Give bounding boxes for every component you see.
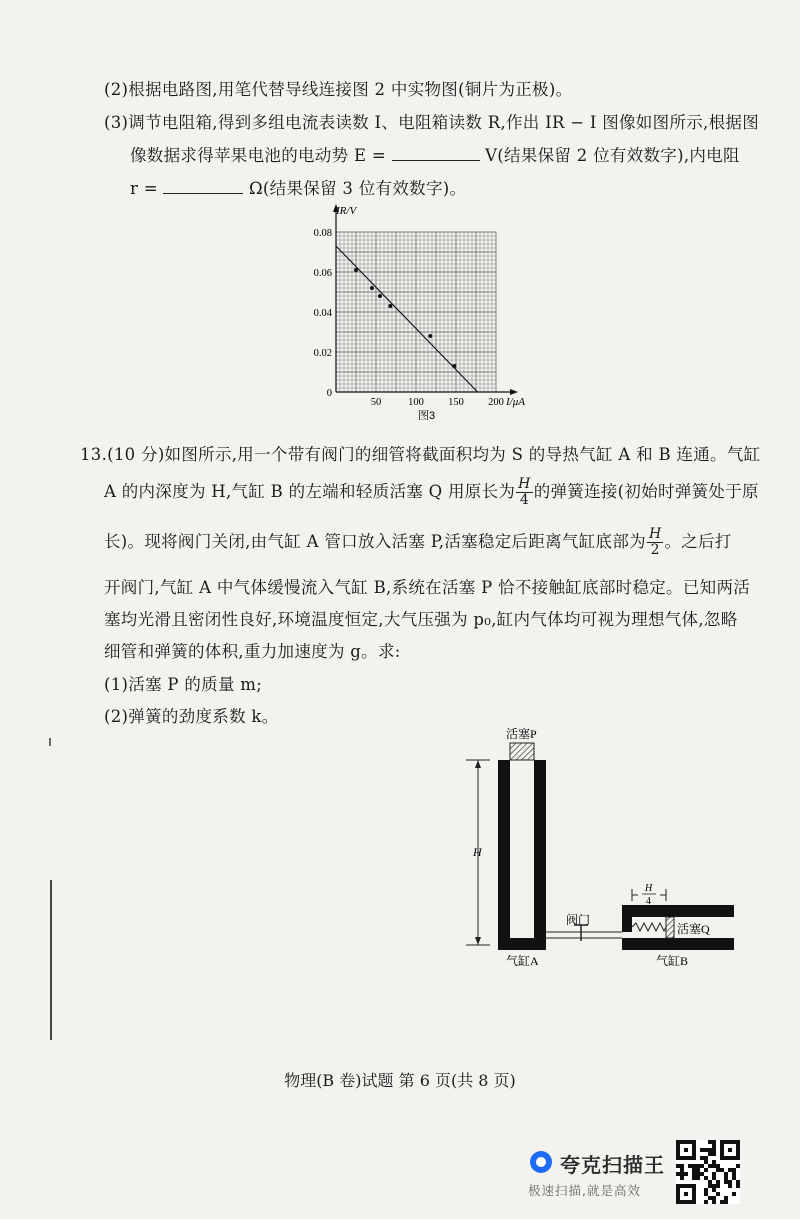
data-point: [370, 286, 374, 290]
q13-sub1: (1)活塞 P 的质量 m;: [104, 675, 263, 694]
x-tick-label: 200: [488, 397, 504, 408]
cylinder-b-left-lower: [622, 938, 632, 950]
q12-part3-line3: [130, 175, 466, 199]
q13-line3-start: 长)。现将阀门关闭,由气缸 A 管口放入活塞 P,活塞稳定后距离气缸底部为: [104, 532, 646, 551]
chart-grid: [336, 232, 496, 392]
q12-part3-line2: [130, 142, 740, 166]
x-tick-label: 150: [448, 397, 464, 408]
data-point: [428, 334, 432, 338]
x-axis-arrow-icon: [510, 389, 518, 395]
cylinder-diagram: [460, 725, 750, 975]
h-arrow-up-icon: [475, 760, 481, 768]
q13-line2: [104, 477, 759, 508]
q13-sub2: (2)弹簧的劲度系数 k。: [104, 707, 279, 726]
y-tick-label: 0.02: [313, 348, 332, 359]
data-point: [388, 304, 392, 308]
fraction-h-over-4: [516, 477, 533, 508]
margin-mark: [49, 738, 51, 746]
scanner-title: 夸克扫描王: [560, 1153, 665, 1177]
cylinder-b-bottom-wall: [622, 938, 734, 950]
margin-line: [50, 880, 52, 1040]
q12-part3-line1: (3)调节电阻箱,得到多组电流表读数 I、电阻箱读数 R,作出 IR − I 图像如图所示,根据图: [104, 113, 760, 132]
y-tick-label: 0.06: [313, 268, 332, 279]
frac-den: 4: [519, 492, 530, 508]
figure3-chart: [300, 200, 540, 420]
fraction-h-over-2: [647, 527, 664, 558]
qr-code-icon: [676, 1140, 740, 1204]
h-arrow-down-icon: [475, 937, 481, 945]
cylinder-b-top-wall: [622, 905, 734, 917]
q13-line1: 13.(10 分)如图所示,用一个带有阀门的细管将截面积均为 S 的导热气缸 A 和 B 连通。气缸: [80, 445, 761, 464]
resistance-answer-blank[interactable]: [163, 179, 243, 194]
x-tick-label: 50: [370, 397, 382, 408]
cylinder-a-left-wall: [498, 760, 510, 950]
piston-p-label: 活塞P: [506, 727, 537, 741]
q13-line4: 开阀门,气缸 A 中气体缓慢流入气缸 B,系统在活塞 P 恰不接触缸底部时稳定。已知两活: [104, 578, 751, 597]
piston-q-label: 活塞Q: [677, 922, 710, 936]
scanner-watermark: [528, 1145, 668, 1201]
q13-line2-start: A 的内深度为 H,气缸 B 的左端和轻质活塞 Q 用原长为: [104, 482, 516, 501]
q13-line2-end: 的弹簧连接(初始时弹簧处于原: [533, 482, 759, 501]
quarter-h-num: H: [645, 883, 653, 894]
frac-num: H: [518, 476, 531, 492]
quarter-h-den: 4: [646, 896, 651, 907]
chart-ticks: [314, 228, 504, 408]
frac-num: H: [648, 526, 662, 542]
x-tick-label: 100: [408, 397, 424, 408]
cylinder-b-label: 气缸B: [656, 954, 689, 968]
chart-axes: [333, 204, 518, 395]
data-point: [452, 364, 456, 368]
frac-den: 2: [650, 542, 660, 558]
data-point: [354, 268, 358, 272]
resistance-prompt: r =: [130, 179, 158, 198]
x-axis-label: I/μA: [506, 396, 525, 408]
piston-q: [666, 917, 674, 938]
cylinder-a-right-wall: [534, 760, 546, 938]
q12-part2: (2)根据电路图,用笔代替导线连接图 2 中实物图(铜片为正极)。: [104, 80, 573, 99]
piston-p: [510, 743, 534, 760]
quark-logo-icon: [530, 1151, 552, 1173]
cylinder-a-label: 气缸A: [506, 954, 539, 968]
valve-label: 阀门: [566, 913, 591, 927]
emf-answer-blank[interactable]: [392, 146, 480, 161]
q13-line3-end: 。之后打: [664, 532, 732, 551]
spring-icon: [632, 923, 666, 931]
emf-unit: V(结果保留 2 位有效数字),内电阻: [485, 146, 740, 165]
cylinder-a-bottom: [498, 938, 546, 950]
y-tick-label: 0: [326, 388, 332, 399]
y-tick-label: 0.04: [313, 308, 332, 319]
y-tick-label: 0.08: [313, 228, 332, 239]
resistance-unit: Ω(结果保留 3 位有效数字)。: [248, 179, 467, 198]
scanner-subtitle: 极速扫描,就是高效: [528, 1183, 641, 1198]
q13-line5: 塞均光滑且密闭性良好,环境温度恒定,大气压强为 p₀,缸内气体均可视为理想气体,忽略: [104, 610, 738, 629]
h-label: H: [473, 845, 482, 859]
q13-line6: 细管和弹簧的体积,重力加速度为 g。求:: [104, 642, 401, 661]
page-footer: 物理(B 卷)试题 第 6 页(共 8 页): [284, 1071, 516, 1090]
figure-caption: 图3: [418, 410, 436, 420]
data-point: [378, 294, 382, 298]
y-axis-label: IR/V: [336, 205, 357, 217]
q13-line3: [104, 527, 732, 558]
cylinder-b-left-upper: [622, 905, 632, 932]
emf-prompt: 像数据求得苹果电池的电动势 E =: [130, 146, 386, 165]
